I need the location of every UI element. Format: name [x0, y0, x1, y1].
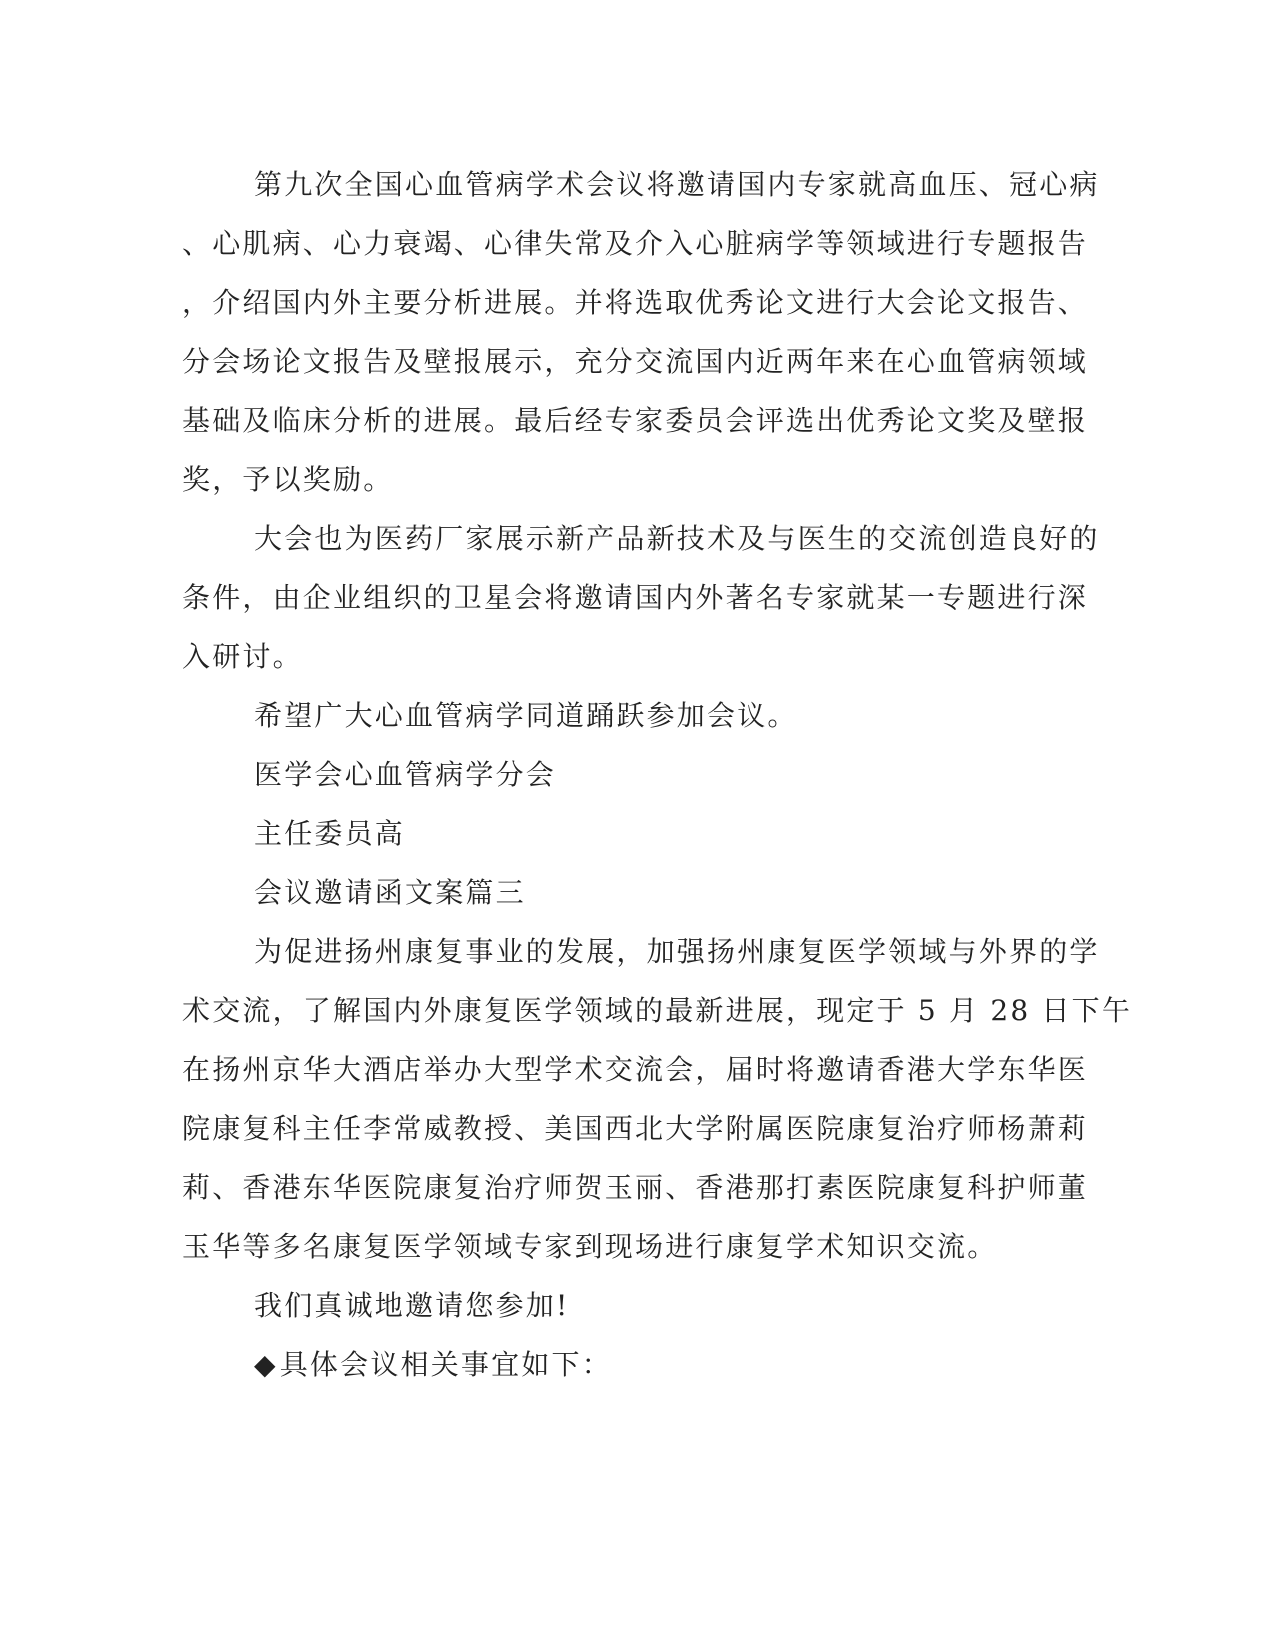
- text-line: 奖，予以奖励。: [182, 463, 394, 496]
- text-line: 、心肌病、心力衰竭、心律失常及介入心脏病学等领域进行专题报告: [182, 227, 1089, 260]
- paragraph-conference-topics: [182, 155, 1100, 509]
- paragraph-exhibitors: [182, 509, 1100, 686]
- section-heading: 会议邀请函文案篇三: [254, 876, 526, 909]
- text-line: 莉、香港东华医院康复治疗师贺玉丽、香港那打素医院康复科护师董: [182, 1171, 1089, 1204]
- paragraph-sincere-invitation: 我们真诚地邀请您参加!: [254, 1289, 570, 1322]
- text-line: 入研讨。: [182, 640, 303, 673]
- text-line: 基础及临床分析的进展。最后经专家委员会评选出优秀论文奖及壁报: [182, 404, 1089, 437]
- text-line: 为促进扬州康复事业的发展，加强扬州康复医学领域与外界的学: [254, 935, 1100, 968]
- text-line: ，介绍国内外主要分析进展。并将选取优秀论文进行大会论文报告、: [182, 286, 1089, 319]
- text-line: 大会也为医药厂家展示新产品新技术及与医生的交流创造良好的: [254, 522, 1100, 555]
- signature-title: 主任委员高: [254, 817, 406, 850]
- text-line: 术交流，了解国内外康复医学领域的最新进展，现定于 5 月 28 日下午: [182, 994, 1133, 1027]
- signature-organization: 医学会心血管病学分会: [254, 758, 557, 791]
- text-line: 院康复科主任李常威教授、美国西北大学附属医院康复治疗师杨萧莉: [182, 1112, 1089, 1145]
- diamond-bullet-icon: ◆: [254, 1348, 278, 1381]
- text-line: 在扬州京华大酒店举办大型学术交流会，届时将邀请香港大学东华医: [182, 1053, 1089, 1086]
- bullet-item: [182, 1335, 1042, 1394]
- paragraph-invitation-call: 希望广大心血管病学同道踊跃参加会议。: [254, 699, 798, 732]
- text-line: 玉华等多名康复医学领域专家到现场进行康复学术知识交流。: [182, 1230, 998, 1263]
- text-line: 条件，由企业组织的卫星会将邀请国内外著名专家就某一专题进行深: [182, 581, 1089, 614]
- paragraph-rehab-exchange: [182, 922, 1133, 1276]
- text-line: 第九次全国心血管病学术会议将邀请国内专家就高血压、冠心病: [254, 168, 1100, 201]
- document-body: [182, 155, 1133, 1394]
- bullet-text: 具体会议相关事宜如下：: [279, 1348, 612, 1381]
- text-line: 分会场论文报告及壁报展示，充分交流国内近两年来在心血管病领域: [182, 345, 1089, 378]
